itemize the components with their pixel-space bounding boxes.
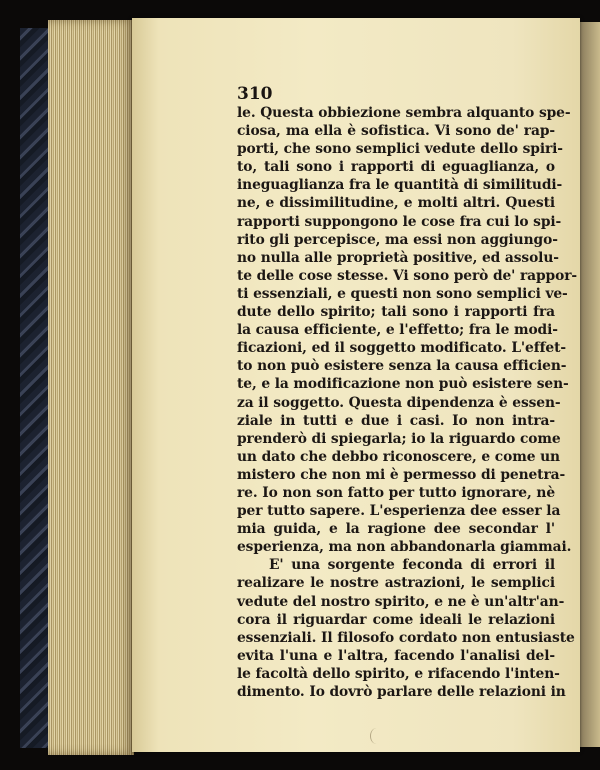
text-line: to, tali sono i rapporti di eguaglianza, o bbox=[237, 159, 555, 176]
page-body-text bbox=[237, 104, 577, 701]
text-line: ziale in tutti e due i casi. Io non intra- bbox=[237, 412, 555, 429]
text-line: te delle cose stesse. Vi sono però de' rappor- bbox=[237, 267, 577, 284]
text-line: dute dello spirito; tali sono i rapporti fra bbox=[237, 304, 555, 321]
text-line: essenziali. Il filosofo cordato non entusiaste bbox=[237, 629, 575, 646]
text-line: vedute del nostro spirito, e ne è un'altr'an- bbox=[237, 593, 565, 610]
text-line: ciosa, ma ella è sofistica. Vi sono de' rap- bbox=[237, 123, 555, 140]
facing-page-edge bbox=[580, 22, 600, 747]
text-line: ti essenziali, e questi non sono semplici ve- bbox=[237, 285, 568, 302]
text-line: le. Questa obbiezione sembra alquanto spe- bbox=[237, 105, 571, 121]
page-number: 310 bbox=[237, 84, 273, 104]
text-line: esperienza, ma non abbandonarla giammai. bbox=[237, 539, 572, 556]
text-line: to non può esistere senza la causa efficien- bbox=[237, 358, 567, 375]
text-line: cora il riguardar come ideali le relazioni bbox=[237, 611, 555, 628]
text-line: un dato che debbo riconoscere, e come un bbox=[237, 448, 560, 465]
text-line: porti, che sono semplici vedute dello spiri- bbox=[237, 141, 563, 158]
text-line: la causa efficiente, e l'effetto; fra le modi- bbox=[237, 322, 558, 339]
text-line: ineguaglianza fra le quantità di similitudi- bbox=[237, 177, 563, 194]
text-line: te, e la modificazione non può esistere sen- bbox=[237, 376, 569, 393]
text-line: le facoltà dello spirito, e rifacendo l'inten- bbox=[237, 665, 560, 682]
paper-crease bbox=[370, 728, 383, 744]
text-line: ne, e dissimilitudine, e molti altri. Questi bbox=[237, 195, 555, 212]
text-line: ficazioni, ed il soggetto modificato. L'effet- bbox=[237, 340, 566, 357]
text-line: evita l'una e l'altra, facendo l'analisi del- bbox=[237, 647, 555, 664]
text-line: per tutto sapere. L'esperienza dee esser la bbox=[237, 503, 561, 520]
text-line: za il soggetto. Questa dipendenza è essen- bbox=[237, 394, 561, 411]
text-line: rito gli percepisce, ma essi non aggiungo- bbox=[237, 231, 558, 248]
text-line: dimento. Io dovrò parlare delle relazioni in bbox=[237, 684, 566, 700]
text-line: E' una sorgente feconda di errori il bbox=[269, 557, 555, 574]
text-line: prenderò di spiegarla; io la riguardo come bbox=[237, 430, 561, 447]
text-line: mia guida, e la ragione dee secondar l' bbox=[237, 521, 555, 538]
text-line: mistero che non mi è permesso di penetra- bbox=[237, 466, 566, 483]
text-line: rapporti suppongono le cose fra cui lo spi- bbox=[237, 213, 562, 230]
text-line: no nulla alle proprietà positive, ed assolu- bbox=[237, 249, 559, 266]
text-line: re. Io non son fatto per tutto ignorare, nè bbox=[237, 484, 555, 501]
text-line: realizare le nostre astrazioni, le semplici bbox=[237, 575, 555, 592]
page-stack-edges bbox=[48, 20, 134, 755]
